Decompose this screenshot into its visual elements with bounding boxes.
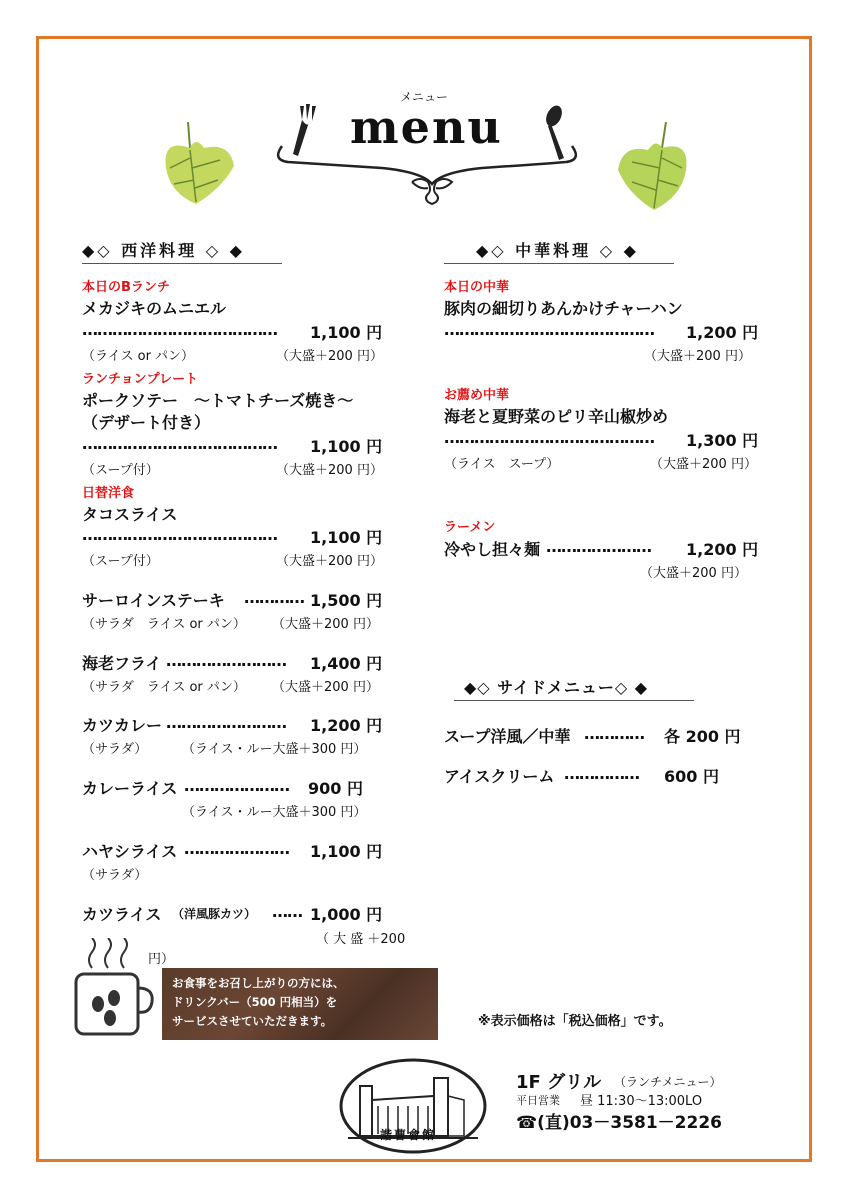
item-note: （大盛＋200 円） bbox=[640, 566, 747, 581]
fork-icon bbox=[293, 104, 316, 156]
item-price: 1,100 円 bbox=[310, 842, 383, 861]
item-price: 900 円 bbox=[308, 779, 363, 798]
item-name: 豚肉の細切りあんかけチャーハン bbox=[444, 299, 683, 318]
item-price: 1,500 円 bbox=[310, 591, 383, 610]
item-note: （サラダ） bbox=[82, 742, 148, 757]
item-note: （大盛＋200 円） bbox=[276, 349, 383, 364]
logo-text: 諧曹會館 bbox=[380, 1128, 437, 1142]
item-note: （大盛＋200 円） bbox=[650, 457, 757, 472]
tag-plate: ランチョンプレート bbox=[82, 372, 199, 387]
item-price: 1,000 円 bbox=[310, 905, 383, 924]
leader-dots: ………………………………… bbox=[82, 320, 277, 339]
leader-dots: ………………… bbox=[184, 776, 289, 795]
item-price: 1,200 円 bbox=[686, 540, 759, 559]
leaf-icon bbox=[612, 118, 692, 218]
item-note: （スープ付） bbox=[82, 463, 159, 478]
tag-ramen: ラーメン bbox=[444, 520, 496, 535]
item-note: （サラダ ライス or パン） bbox=[82, 680, 246, 695]
item-note: （ライス スープ） bbox=[444, 457, 560, 472]
notice-line: ドリンクバー（500 円相当）を bbox=[172, 995, 338, 1009]
header-ornament bbox=[262, 98, 592, 206]
item-note: （大盛＋200 円） bbox=[276, 463, 383, 478]
item-name: カツライス bbox=[82, 905, 162, 924]
leaf-icon bbox=[160, 118, 240, 213]
section-underline bbox=[454, 700, 694, 701]
item-price: 1,400 円 bbox=[310, 654, 383, 673]
item-note: 円） bbox=[148, 952, 175, 967]
notice-line: サービスさせていただきます。 bbox=[172, 1014, 333, 1028]
item-note: （サラダ） bbox=[82, 868, 148, 883]
item-name: ハヤシライス bbox=[82, 842, 178, 861]
leader-dots: …………… bbox=[564, 764, 639, 783]
phone: ☎(直)03－3581－2226 bbox=[516, 1113, 723, 1133]
section-underline bbox=[444, 263, 674, 264]
leader-dots: ………………… bbox=[546, 537, 651, 556]
spoon-icon bbox=[543, 103, 565, 160]
item-name: 冷やし担々麺 bbox=[444, 540, 541, 559]
item-note: （サラダ ライス or パン） bbox=[82, 617, 246, 632]
drink-bar-notice bbox=[162, 968, 438, 1040]
item-price: 1,100 円 bbox=[310, 437, 383, 456]
leader-dots: ………………… bbox=[184, 839, 289, 858]
item-note: （大盛＋200 円） bbox=[272, 617, 379, 632]
item-price: 1,100 円 bbox=[310, 323, 383, 342]
item-name: 海老フライ bbox=[82, 654, 162, 673]
item-price: 1,200 円 bbox=[686, 323, 759, 342]
tag-daily: 日替洋食 bbox=[82, 486, 135, 501]
item-name: カツカレー bbox=[82, 716, 163, 735]
item-note: （大盛＋200 円） bbox=[272, 680, 379, 695]
item-note: （大盛＋200 円） bbox=[644, 349, 751, 364]
section-heading-western: ◆◇ 西洋料理 ◇ ◆ bbox=[82, 241, 245, 260]
section-heading-side: ◆◇ サイドメニュー◇ ◆ bbox=[464, 678, 649, 697]
leader-dots: …………………… bbox=[166, 713, 286, 732]
restaurant-sub: （ランチメニュー） bbox=[614, 1075, 722, 1089]
item-price: 各 200 円 bbox=[664, 727, 741, 746]
item-note: （ 大 盛 ＋200 bbox=[316, 932, 406, 947]
item-price: 1,100 円 bbox=[310, 528, 383, 547]
item-note: （ライス or パン） bbox=[82, 349, 195, 364]
item-note: （ライス・ルー大盛＋300 円） bbox=[182, 742, 367, 757]
tax-note: ※表示価格は「税込価格」です。 bbox=[478, 1014, 672, 1029]
leader-dots: …………………………………… bbox=[444, 428, 654, 447]
item-name: アイスクリーム bbox=[444, 767, 555, 786]
hours: 昼 11:30～13:00LO bbox=[580, 1094, 703, 1109]
item-price: 1,200 円 bbox=[310, 716, 383, 735]
leader-dots: …… bbox=[272, 902, 302, 921]
menu-title: menu bbox=[350, 100, 503, 154]
coffee-cup-icon bbox=[72, 938, 158, 1038]
tag-b-lunch: 本日のBランチ bbox=[82, 280, 170, 295]
item-name: カレーライス bbox=[82, 779, 178, 798]
hours-label: 平日営業 bbox=[516, 1094, 560, 1107]
item-name: （デザート付き） bbox=[82, 413, 211, 432]
leader-dots: ………………………………… bbox=[82, 525, 277, 544]
restaurant-name: 1F グリル bbox=[516, 1072, 602, 1093]
item-name: スープ洋風／中華 bbox=[444, 727, 571, 746]
item-name: タコスライス bbox=[82, 505, 178, 524]
leader-dots: …………………… bbox=[166, 651, 286, 670]
tag-today-chinese: 本日の中華 bbox=[444, 280, 510, 295]
tag-recommend-chinese: お薦め中華 bbox=[444, 388, 510, 403]
section-underline bbox=[82, 263, 282, 264]
item-price: 600 円 bbox=[664, 767, 719, 786]
leader-dots: ………… bbox=[584, 724, 644, 743]
menu-kana: メニュー bbox=[400, 90, 449, 104]
leader-dots: ………………………………… bbox=[82, 434, 277, 453]
item-name: メカジキのムニエル bbox=[82, 299, 227, 318]
item-name: ポークソテー ～トマトチーズ焼き～ bbox=[82, 391, 354, 410]
item-name: サーロインステーキ bbox=[82, 591, 225, 610]
item-note: （大盛＋200 円） bbox=[276, 554, 383, 569]
item-note: （スープ付） bbox=[82, 554, 159, 569]
item-name-small: （洋風豚カツ） bbox=[172, 907, 257, 921]
leader-dots: ………… bbox=[244, 588, 304, 607]
item-note: （ライス・ルー大盛＋300 円） bbox=[182, 805, 367, 820]
item-name: 海老と夏野菜のピリ辛山椒炒め bbox=[444, 407, 669, 426]
section-heading-chinese: ◆◇ 中華料理 ◇ ◆ bbox=[476, 241, 639, 260]
item-price: 1,300 円 bbox=[686, 431, 759, 450]
leader-dots: …………………………………… bbox=[444, 320, 654, 339]
notice-line: お食事をお召し上がりの方には、 bbox=[172, 976, 345, 990]
